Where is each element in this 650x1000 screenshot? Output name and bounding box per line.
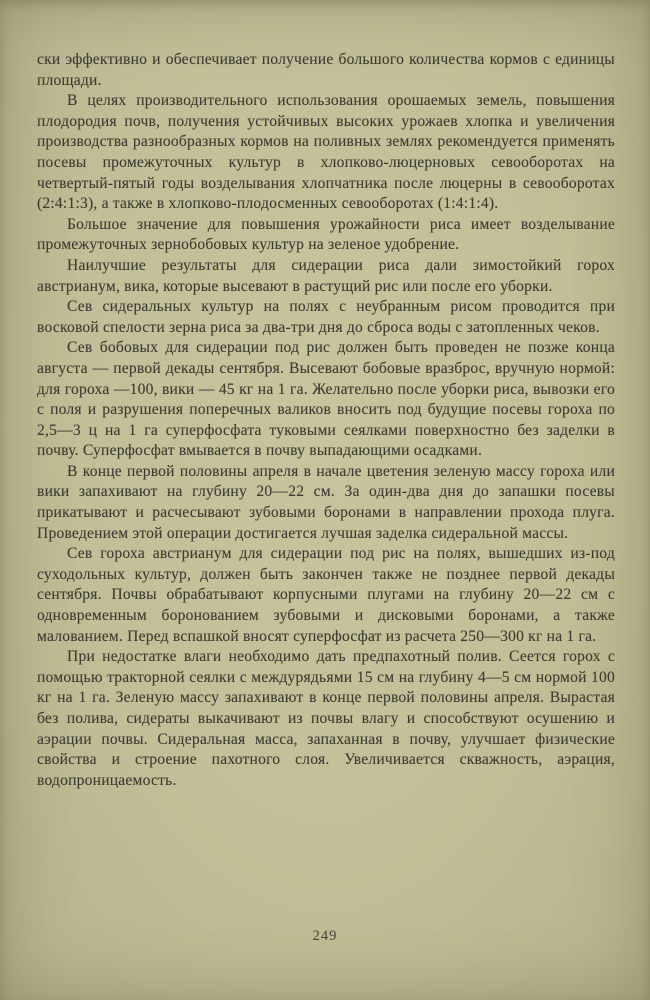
paragraph: Наилучшие результаты для сидерации риса дали зимостойкий горох австрианум, вика, которые высевают в растущий рис или после его уборки.: [37, 256, 615, 295]
paragraph: Сев бобовых для сидерации под рис должен быть проведен не позже конца августа — первой декады сентября. Высевают бобовые вразброс, вручную нормой: для гороха —100, вики — 45 кг на 1 га. Желательно после уборки риса, вывозки его с поля и разрушения поперечных валиков вносить под будущие посевы гороха по 2,5—3 ц на 1 га суперфосфата туковыми сеялками поверхностно без заделки в почву. Суперфосфат вмывается в почву выпадающими осадками.: [37, 339, 615, 460]
text-block: [37, 50, 615, 791]
paragraph: Сев гороха австрианум для сидерации под рис на полях, вышедших из-под суходольных культур, должен быть закончен также не позднее первой декады сентября. Почвы обрабатывают корпусными плугами на глубину 20—22 см с одновременным боронованием зубовыми и дисковыми боронами, а также малованием. Перед вспашкой вносят суперфосфат из расчета 250—300 кг на 1 га.: [37, 545, 615, 645]
paragraph: В конце первой половины апреля в начале цветения зеленую массу гороха или вики запахивают на глубину 20—22 см. За один-два дня до запашки посевы прикатывают и расчесывают зубовыми боронами в направлении прохода плуга. Проведением этой операции достигается лучшая заделка сидеральной массы.: [37, 462, 615, 542]
paragraph: При недостатке влаги необходимо дать предпахотный полив. Сеется горох с помощью тракторной сеялки с междурядьями 15 см на глубину 4—5 см нормой 100 кг на 1 га. Зеленую массу запахивают в конце первой половины апреля. Вырастая без полива, сидераты выкачивают из почвы влагу и способствуют осушению и аэрации почвы. Сидеральная масса, запаханная в почву, улучшает физические свойства и строение пахотного слоя. Увеличивается скважность, аэрация, водопроницаемость.: [37, 648, 615, 789]
page-number: 249: [312, 928, 338, 944]
paragraph: В целях производительного использования орошаемых земель, повышения плодородия почв, получения устойчивых высоких урожаев хлопка и увеличения производства разнообразных кормов на поливных землях рекомендуется применять посевы промежуточных культур в хлопково-люцерновых севооборотах на четвертый-пятый годы возделывания хлопчатника после люцерны в севооборотах (2:4:1:3), а также в хлопково-плодосменных севооборотах (1:4:1:4).: [37, 92, 615, 213]
paragraph: Большое значение для повышения урожайности риса имеет возделывание промежуточных зернобобовых культур на зеленое удобрение.: [37, 215, 615, 254]
paragraph: ски эффективно и обеспечивает получение большого количества кормов с единицы площади.: [37, 51, 615, 89]
paragraph: Сев сидеральных культур на полях с неубранным рисом проводится при восковой спелости зерна риса за два-три дня до сброса воды с затопленных чеков.: [37, 298, 615, 336]
